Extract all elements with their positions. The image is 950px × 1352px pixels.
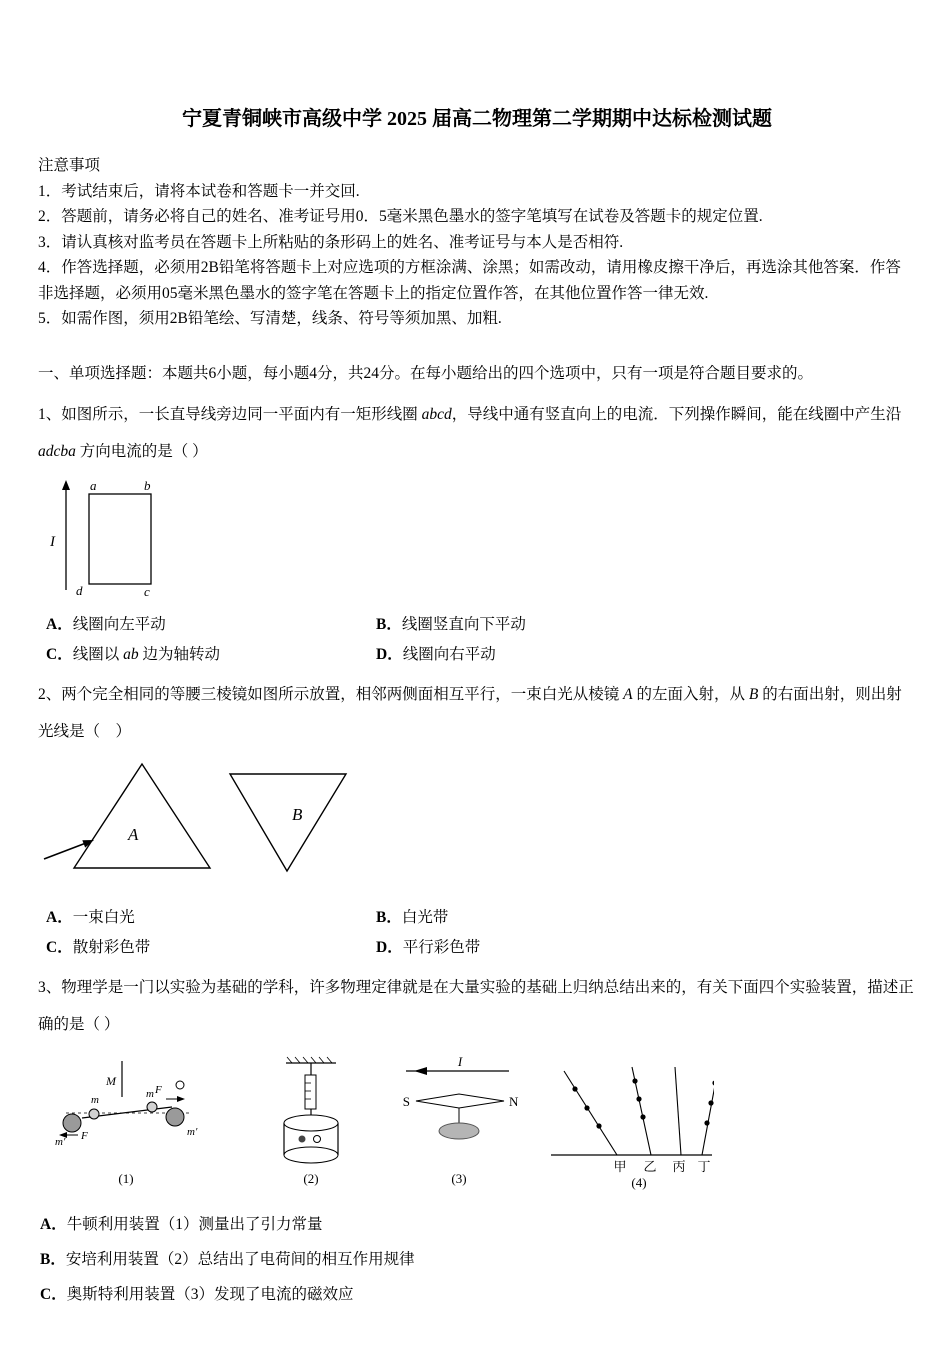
q1-option-c-text: 线圈以 <box>72 645 124 663</box>
label-ray-jia: 甲 <box>613 1158 627 1174</box>
q1-option-c <box>46 642 376 664</box>
question-1-options <box>46 612 916 664</box>
large-ball-left <box>63 1114 81 1132</box>
apparatus-2-number: (2) <box>303 1170 319 1186</box>
apparatus-3-number: (3) <box>451 1170 467 1186</box>
question-3 <box>38 969 916 1312</box>
q2-option-b-text: 白光带 <box>401 908 449 926</box>
q1-text-part: 1、如图所示，一长直导线旁边同一平面内有一矩形线圈 <box>38 405 422 423</box>
question-2-figure-prisms <box>42 756 362 891</box>
current-arrow-icon <box>62 480 70 490</box>
q3-option-c-text: 奥斯特利用装置（3）发现了电流的磁效应 <box>66 1285 354 1303</box>
prism-b-triangle <box>230 774 346 871</box>
q2-option-a <box>46 905 376 927</box>
prism-a-triangle <box>74 764 210 868</box>
q3-option-b-text: 安培利用装置（2）总结出了电荷间的相互作用规律 <box>65 1250 415 1268</box>
apparatus-1-torsion-balance <box>55 1061 198 1186</box>
q1-option-a-letter: A． <box>46 615 73 633</box>
label-N-pole: N <box>509 1093 519 1109</box>
label-S-pole: S <box>402 1093 410 1109</box>
q2-option-d <box>376 935 916 957</box>
cylinder-bottom <box>284 1147 338 1163</box>
q2-option-c-text: 散射彩色带 <box>72 938 151 956</box>
ray-jia <box>564 1071 617 1155</box>
q1-current-direction: adcba <box>38 442 76 460</box>
apparatus-4-radioactive-rays <box>551 1067 714 1190</box>
notice-item-4: 4．作答选择题，必须用2B铅笔将答题卡上对应选项的方框涂满、涂黑；如需改动，请用橡皮擦干净后，再选涂其他答案．作答非选择题，必须用05毫米黑色墨水的签字笔在答题卡上的指定位置作答，在其他位置作答一律无效. <box>38 259 901 302</box>
apparatus-2-coulomb-balance <box>284 1057 338 1186</box>
label-ray-ding: 丁 <box>697 1158 711 1174</box>
label-ray-bing: 丙 <box>672 1158 686 1174</box>
q1-option-a-text: 线圈向左平动 <box>72 615 166 633</box>
notice-item-2: 2．答题前，请务必将自己的姓名、准考证号用0．5毫米黑色墨水的签字笔填写在试卷及答题卡的规定位置. <box>38 208 763 225</box>
q1-option-d <box>376 642 916 664</box>
corner-label-d: d <box>76 582 83 598</box>
q2-option-d-letter: D． <box>376 938 403 956</box>
q1-option-d-text: 线圈向右平动 <box>402 645 496 663</box>
large-ball-right <box>166 1108 184 1126</box>
q2-prism-b-ref: B <box>748 685 759 703</box>
q2-text-part: 2、两个完全相同的等腰三棱镜如图所示放置，相邻两侧面相互平行，一束白光从棱镜 <box>38 685 624 703</box>
notice-heading: 注意事项 <box>38 157 101 174</box>
label-current-I: I <box>457 1054 463 1069</box>
q2-option-c-letter: C． <box>46 938 73 956</box>
notice-item-5: 5．如需作图，须用2B铅笔绘、写清楚，线条、符号等须加黑、加粗. <box>38 310 502 327</box>
q2-prism-a-ref: A <box>623 685 633 703</box>
q1-option-a <box>46 612 376 634</box>
corner-label-c: c <box>144 583 150 598</box>
q2-text-part: 的右面出射，则出射光线是（ ） <box>38 685 902 740</box>
small-ball-right <box>147 1102 157 1112</box>
q1-option-c-axis: ab <box>123 645 139 663</box>
page-title: 宁夏青铜峡市高级中学 2025 届高二物理第二学期期中达标检测试题 <box>182 108 772 130</box>
compass-base <box>439 1123 479 1139</box>
apparatus-4-number: (4) <box>631 1174 647 1190</box>
label-F-left: F <box>81 1129 88 1142</box>
prism-b-label: B <box>292 804 303 824</box>
q3-option-a-text: 牛顿利用装置（1）测量出了引力常量 <box>66 1215 323 1233</box>
q3-option-b-letter: B． <box>40 1250 66 1268</box>
q2-option-c <box>46 935 376 957</box>
apparatus-3-oersted <box>403 1055 519 1186</box>
question-2-text <box>38 676 916 750</box>
q1-option-c-text: 边为轴转动 <box>138 645 220 663</box>
corner-label-b: b <box>144 477 151 493</box>
compass-needle <box>416 1094 504 1108</box>
q3-option-c <box>40 1277 916 1312</box>
wire-current-label: I <box>50 533 55 550</box>
corner-label-a: a <box>90 477 97 493</box>
label-m-right: m <box>146 1087 154 1100</box>
small-ball-left <box>89 1109 99 1119</box>
question-1-text <box>38 396 916 470</box>
q3-option-c-letter: C． <box>40 1285 67 1303</box>
q2-option-a-letter: A． <box>46 908 73 926</box>
question-3-text: 3、物理学是一门以实验为基础的学科，许多物理定律就是在大量实验的基础上归纳总结出来的，有关下面四个实验装置，描述正确的是（ ） <box>38 978 914 1033</box>
question-3-options <box>40 1207 916 1312</box>
force-arrow-right-icon <box>177 1096 185 1102</box>
section-1-heading: 一、单项选择题：本题共6小题，每小题4分，共24分。在每小题给出的四个选项中，只有一项是符合题目要求的。 <box>38 364 814 382</box>
current-arrow-icon <box>414 1067 427 1075</box>
label-m-prime-left: m′ <box>55 1135 66 1148</box>
notice-section <box>38 153 916 332</box>
charged-ball-filled <box>299 1135 306 1142</box>
label-M: M <box>106 1073 116 1088</box>
incident-light-ray <box>44 843 86 859</box>
label-m-prime-right: m′ <box>187 1125 198 1138</box>
question-1-figure-wire-and-coil <box>44 478 194 598</box>
q2-option-b-letter: B． <box>376 908 402 926</box>
notice-item-1: 1．考试结束后，请将本试卷和答题卡一并交回. <box>38 182 360 200</box>
label-ray-yi: 乙 <box>643 1158 657 1174</box>
q3-option-a <box>40 1207 916 1242</box>
q1-option-c-letter: C． <box>46 645 73 663</box>
q3-option-b <box>40 1242 916 1277</box>
scale-strip <box>305 1075 316 1109</box>
q1-option-b <box>376 612 916 634</box>
q1-text-part: ，导线中通有竖直向上的电流．下列操作瞬间，能在线圈中产生沿 <box>451 405 902 423</box>
notice-item-3: 3．请认真核对监考员在答题卡上所粘贴的条形码上的姓名、准考证号与本人是否相符. <box>38 233 624 251</box>
label-F-right: F <box>155 1083 162 1096</box>
cylinder-top <box>284 1115 338 1131</box>
q2-option-b <box>376 905 916 927</box>
light-source-circle <box>176 1081 184 1089</box>
q1-option-b-text: 线圈竖直向下平动 <box>401 615 526 633</box>
rectangular-coil <box>89 494 151 584</box>
question-3-figure-apparatus <box>54 1055 714 1193</box>
q1-text-part: 方向电流的是（ ） <box>75 442 208 460</box>
q2-text-part: 的左面入射，从 <box>632 685 749 703</box>
q1-option-b-letter: B． <box>376 615 402 633</box>
q2-option-d-text: 平行彩色带 <box>402 938 481 956</box>
ray-bing <box>675 1067 681 1155</box>
question-2 <box>38 676 916 957</box>
q2-option-a-text: 一束白光 <box>72 908 135 926</box>
q3-option-a-letter: A． <box>40 1215 67 1233</box>
apparatus-1-number: (1) <box>118 1170 134 1186</box>
question-2-options <box>46 905 916 957</box>
prism-a-label: A <box>128 824 139 844</box>
ray-ding <box>702 1069 714 1155</box>
charged-ball-open <box>314 1135 321 1142</box>
question-1 <box>38 396 916 664</box>
q1-option-d-letter: D． <box>376 645 403 663</box>
q1-coil-name: abcd <box>421 405 452 423</box>
label-m-left: m <box>91 1093 99 1106</box>
